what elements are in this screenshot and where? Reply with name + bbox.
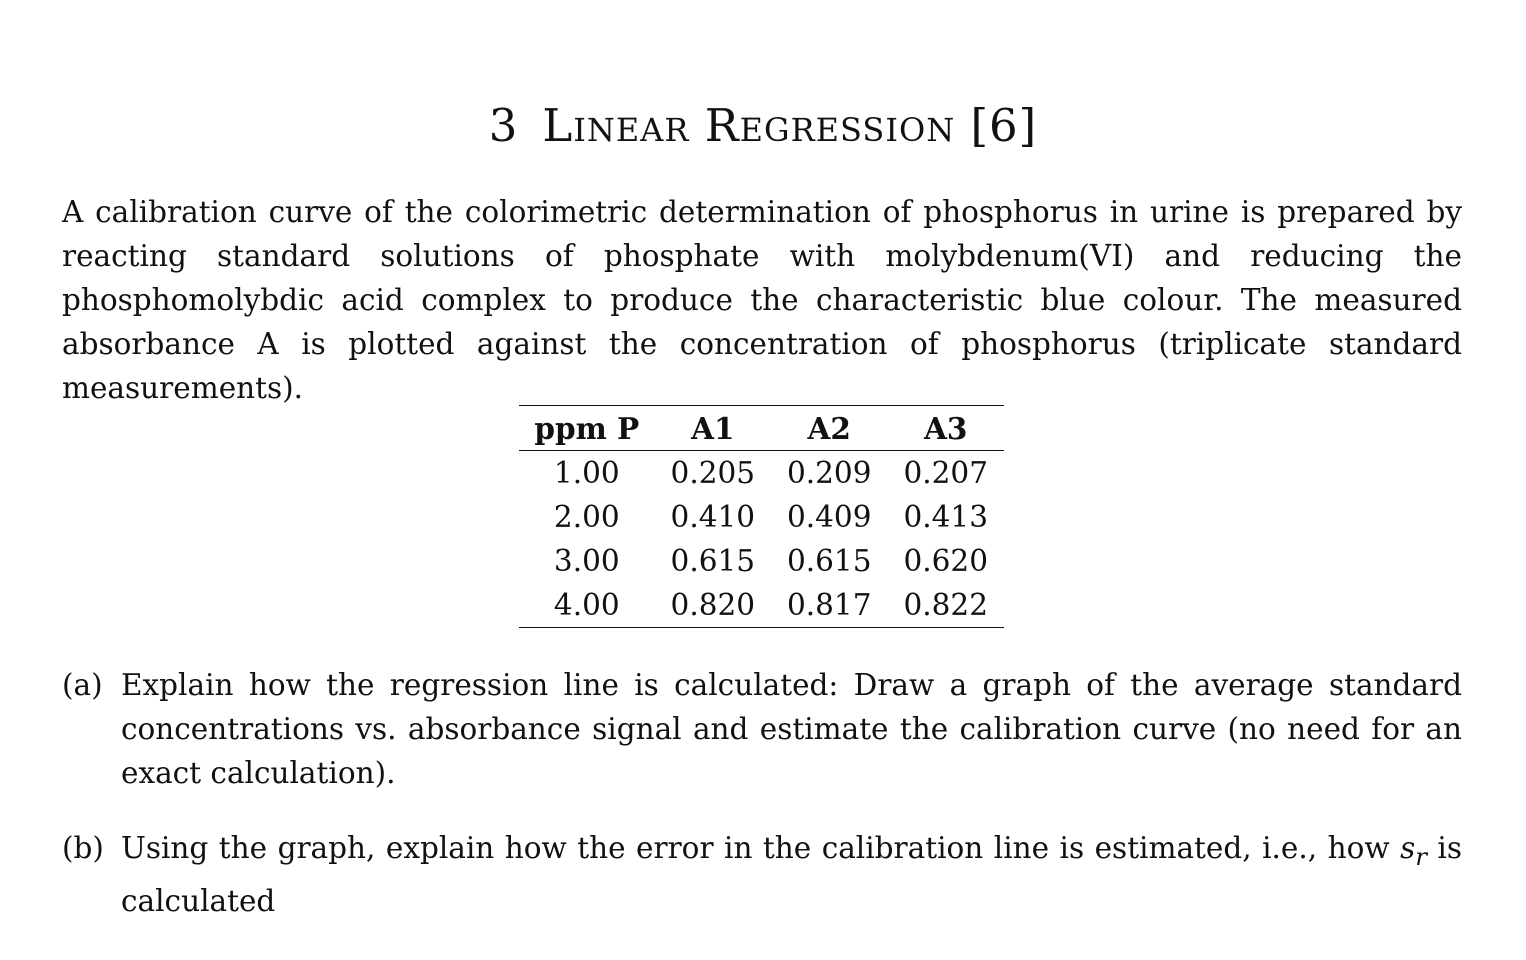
cell-a1: 0.615 (670, 544, 755, 578)
question-b-label: (b) (62, 831, 104, 865)
table-row (519, 539, 1004, 583)
question-b-text-after: is calculated (121, 831, 1462, 918)
header-a1: A1 (655, 406, 771, 451)
cell-a3: 0.207 (903, 456, 988, 490)
cell-a2: 0.209 (787, 456, 872, 490)
cell-ppm: 3.00 (553, 544, 620, 578)
section-heading (0, 98, 1526, 154)
header-ppm: ppm P (519, 406, 655, 451)
table-row (519, 495, 1004, 539)
section-number: 3 (488, 99, 519, 152)
cell-a2: 0.409 (787, 500, 872, 534)
table-row (519, 583, 1004, 628)
cell-ppm: 2.00 (553, 500, 620, 534)
header-a2: A2 (771, 406, 887, 451)
cell-a2: 0.817 (771, 583, 887, 628)
cell-a1: 0.820 (655, 583, 771, 628)
section-title: Linear Regression [6] (542, 99, 1038, 152)
sr-symbol-main: s (1400, 831, 1416, 865)
sr-symbol-subscript: r (1415, 841, 1427, 871)
intro-paragraph: A calibration curve of the colorimetric determination of phosphorus in urine is prepared by reacting standard solutions of phosphate with molybdenum(VI) and reducing the phosphomolybdic acid complex to produce the characteristic blue colour. The measured absorbance A is plotted against the concentration of phosphorus (triplicate standard measurements). (62, 195, 1462, 405)
question-b-text (121, 826, 1462, 923)
cell-ppm: 1.00 (553, 456, 620, 490)
table-header-row (519, 406, 1004, 451)
question-b (62, 826, 1462, 923)
calibration-table (519, 405, 1004, 628)
table-row (519, 451, 1004, 496)
question-b-text-before: Using the graph, explain how the error in the calibration line is estimated, i.e., how (121, 831, 1401, 865)
question-a-text: Explain how the regression line is calculated: Draw a graph of the average standard concentrations vs. absorbance signal and estimate the calibration curve (no need for an exact calculation). (121, 668, 1462, 790)
sr-symbol (1400, 831, 1427, 871)
header-a3: A3 (887, 406, 1004, 451)
cell-a3: 0.413 (903, 500, 988, 534)
cell-a1: 0.205 (670, 456, 755, 490)
cell-a3: 0.822 (887, 583, 1004, 628)
cell-a2: 0.615 (787, 544, 872, 578)
cell-ppm: 4.00 (519, 583, 655, 628)
question-a (62, 663, 1462, 795)
cell-a1: 0.410 (670, 500, 755, 534)
calibration-table-wrapper (519, 405, 1004, 628)
cell-a3: 0.620 (903, 544, 988, 578)
question-a-label: (a) (62, 668, 103, 702)
